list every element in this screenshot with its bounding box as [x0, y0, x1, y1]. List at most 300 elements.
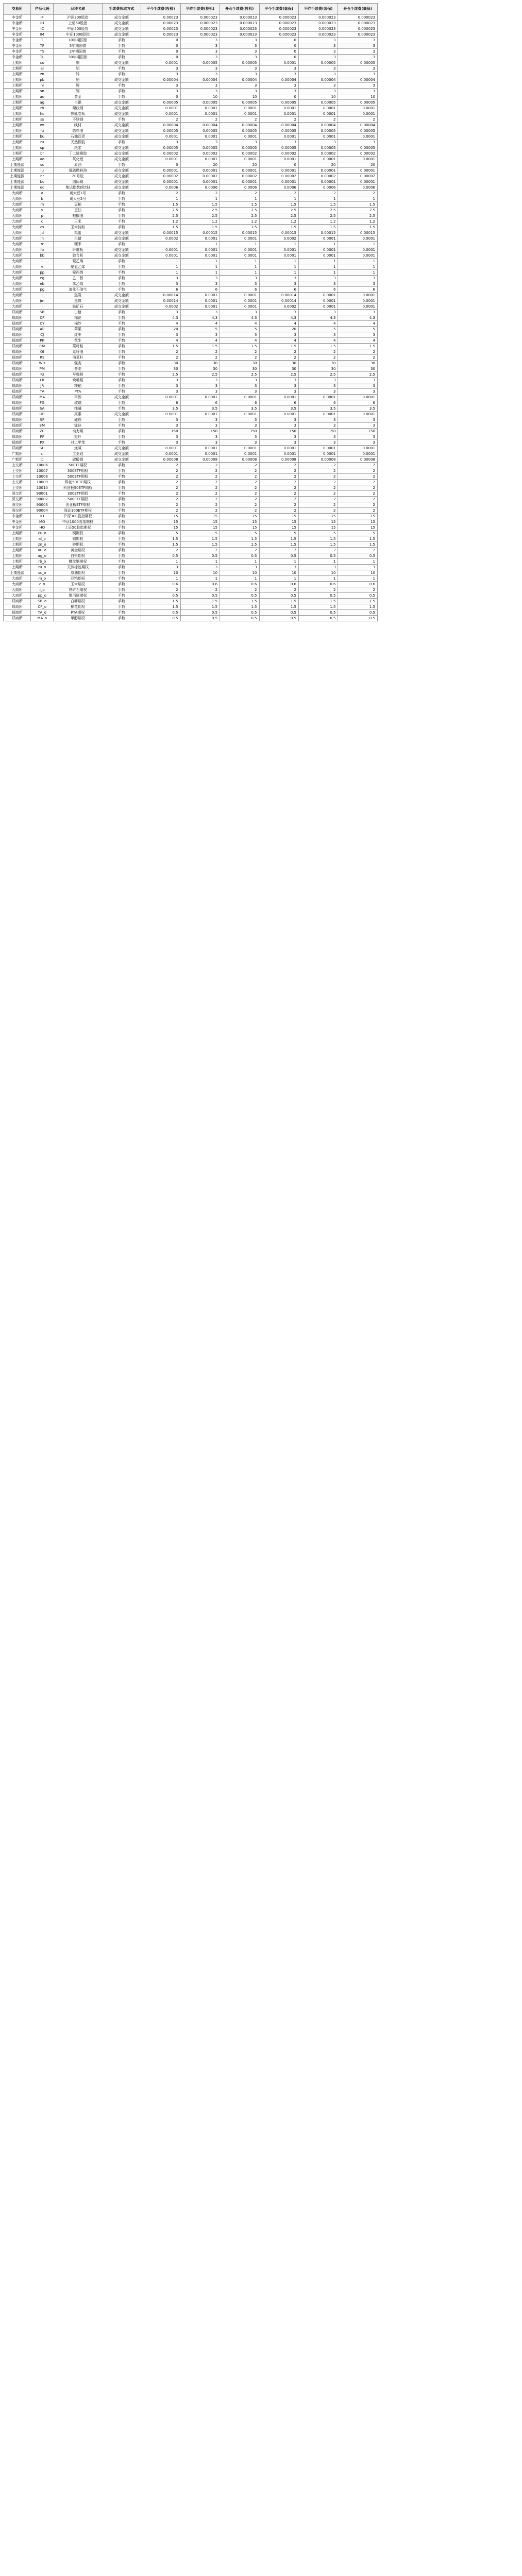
- open-hedge-cell: 0.000023: [338, 32, 378, 38]
- close-today-hedge-cell: 0.0001: [259, 253, 298, 259]
- close-yesterday-hedge-cell: 2: [299, 191, 338, 196]
- close-yesterday-hedge-cell: 3: [299, 389, 338, 395]
- close-yesterday-hedge-cell: 3: [299, 72, 338, 77]
- open-hedge-cell: 0.0006: [338, 185, 378, 191]
- fee-method-cell: 手数: [102, 463, 141, 468]
- fee-method-cell: 手数: [102, 72, 141, 77]
- close-today-spec-cell: 0.00001: [141, 168, 180, 174]
- close-yesterday-hedge-cell: 0.00004: [299, 123, 338, 128]
- product-code-cell: sc_o: [31, 570, 54, 576]
- open-hedge-cell: 0.0001: [338, 247, 378, 253]
- table-row: [4, 468, 378, 474]
- exchange-cell: 大商所: [4, 281, 31, 287]
- close-yesterday-spec-cell: 2: [180, 480, 220, 485]
- product-name-cell: 铁矿石: [54, 304, 103, 310]
- fee-method-cell: 手数: [102, 565, 141, 570]
- close-yesterday-spec-cell: 0.6: [180, 582, 220, 587]
- exchange-cell: 大商所: [4, 298, 31, 304]
- product-name-cell: 科创50ETF期权: [54, 480, 103, 485]
- close-today-spec-cell: 3: [141, 434, 180, 440]
- open-hedge-cell: 1.2: [338, 219, 378, 225]
- product-code-cell: IH: [31, 21, 54, 26]
- open-hedge-cell: 5: [338, 327, 378, 332]
- open-hedge-cell: 2: [338, 191, 378, 196]
- close-yesterday-spec-cell: 0.00005: [180, 145, 220, 151]
- product-code-cell: IO: [31, 514, 54, 519]
- product-name-cell: 黄金: [54, 94, 103, 100]
- product-code-cell: PF: [31, 434, 54, 440]
- product-name-cell: 纸浆: [54, 145, 103, 151]
- exchange-cell: 上期所: [4, 565, 31, 570]
- close-today-spec-cell: 0.5: [141, 616, 180, 621]
- close-yesterday-spec-cell: 2.5: [180, 372, 220, 378]
- open-spec-cell: 2: [220, 548, 259, 553]
- product-code-cell: hc: [31, 111, 54, 117]
- product-code-cell: pp: [31, 270, 54, 276]
- close-today-spec-cell: 0.5: [141, 593, 180, 599]
- fee-method-cell: 成交金额: [102, 457, 141, 463]
- open-hedge-cell: 6: [338, 400, 378, 406]
- exchange-cell: 中金所: [4, 525, 31, 531]
- product-code-cell: 10010: [31, 485, 54, 491]
- open-spec-cell: 0.000023: [220, 15, 259, 21]
- product-code-cell: br: [31, 151, 54, 157]
- table-row: [4, 179, 378, 185]
- open-hedge-cell: 2: [338, 502, 378, 508]
- open-spec-cell: 3: [220, 66, 259, 72]
- product-name-cell: 氧化铝: [54, 157, 103, 162]
- product-name-cell: 天然橡胶: [54, 140, 103, 145]
- fee-method-cell: 手数: [102, 315, 141, 321]
- open-spec-cell: 0.0006: [220, 185, 259, 191]
- table-row: [4, 100, 378, 106]
- product-code-cell: RS: [31, 355, 54, 361]
- close-yesterday-spec-cell: 0.5: [180, 593, 220, 599]
- close-yesterday-spec-cell: 1.2: [180, 219, 220, 225]
- close-today-hedge-cell: 0.6: [259, 582, 298, 587]
- fee-method-cell: 手数: [102, 349, 141, 355]
- product-name-cell: 鸡蛋: [54, 230, 103, 236]
- close-today-hedge-cell: 5: [259, 531, 298, 536]
- open-hedge-cell: 4: [338, 321, 378, 327]
- product-name-cell: 强麦: [54, 361, 103, 366]
- close-yesterday-hedge-cell: 1.5: [299, 344, 338, 349]
- product-code-cell: OI: [31, 349, 54, 355]
- close-yesterday-hedge-cell: 2: [299, 480, 338, 485]
- fee-method-cell: 手数: [102, 43, 141, 49]
- open-hedge-cell: 1.5: [338, 604, 378, 610]
- product-name-cell: 300ETF期权: [54, 468, 103, 474]
- fee-method-cell: 手数: [102, 49, 141, 55]
- close-yesterday-hedge-cell: 30: [299, 366, 338, 372]
- table-row: [4, 219, 378, 225]
- table-row: [4, 423, 378, 429]
- open-hedge-cell: 2: [338, 480, 378, 485]
- table-row: [4, 259, 378, 264]
- exchange-cell: 上交所: [4, 485, 31, 491]
- product-code-cell: FG: [31, 400, 54, 406]
- close-yesterday-spec-cell: 1: [180, 270, 220, 276]
- open-spec-cell: 0.0001: [220, 111, 259, 117]
- product-name-cell: 短纤: [54, 434, 103, 440]
- close-today-spec-cell: 1.5: [141, 542, 180, 548]
- product-code-cell: rb: [31, 106, 54, 111]
- product-name-cell: 不锈钢: [54, 117, 103, 123]
- table-row: [4, 287, 378, 293]
- close-today-hedge-cell: 0.0002: [259, 236, 298, 242]
- close-today-hedge-cell: 3: [259, 281, 298, 287]
- open-hedge-cell: 6: [338, 287, 378, 293]
- close-yesterday-hedge-cell: 3: [299, 49, 338, 55]
- fee-method-cell: 手数: [102, 219, 141, 225]
- close-today-hedge-cell: 2: [259, 355, 298, 361]
- fee-method-cell: 手数: [102, 508, 141, 514]
- close-today-spec-cell: 0.0001: [141, 111, 180, 117]
- close-today-spec-cell: 0.00014: [141, 293, 180, 298]
- close-today-hedge-cell: 0.00004: [259, 123, 298, 128]
- fee-method-cell: 成交金额: [102, 134, 141, 140]
- open-hedge-cell: 1: [338, 264, 378, 270]
- product-name-cell: 菜籽油: [54, 349, 103, 355]
- exchange-cell: 中金所: [4, 43, 31, 49]
- close-today-hedge-cell: 1: [259, 259, 298, 264]
- close-today-spec-cell: 3: [141, 66, 180, 72]
- close-today-hedge-cell: 0.00002: [259, 151, 298, 157]
- fee-method-cell: 成交金额: [102, 145, 141, 151]
- close-yesterday-hedge-cell: 1.5: [299, 225, 338, 230]
- close-today-hedge-cell: 2.5: [259, 213, 298, 219]
- table-row: [4, 111, 378, 117]
- open-hedge-cell: 0.0001: [338, 157, 378, 162]
- close-today-hedge-cell: 0.0001: [259, 157, 298, 162]
- open-spec-cell: 1.5: [220, 604, 259, 610]
- product-name-cell: 液化石油气: [54, 287, 103, 293]
- close-yesterday-spec-cell: 1.5: [180, 599, 220, 604]
- fee-method-cell: 手数: [102, 287, 141, 293]
- close-yesterday-spec-cell: 0.0001: [180, 451, 220, 457]
- product-name-cell: 丁二烯橡胶: [54, 151, 103, 157]
- open-hedge-cell: 0.6: [338, 582, 378, 587]
- product-name-cell: 对二甲苯: [54, 440, 103, 446]
- close-yesterday-spec-cell: 20: [180, 162, 220, 168]
- close-yesterday-hedge-cell: 10: [299, 570, 338, 576]
- close-yesterday-spec-cell: 5: [180, 327, 220, 332]
- product-name-cell: 锌期权: [54, 542, 103, 548]
- close-today-hedge-cell: 2: [259, 349, 298, 355]
- close-yesterday-hedge-cell: 3: [299, 55, 338, 60]
- close-today-hedge-cell: 0.0001: [259, 134, 298, 140]
- fee-method-cell: 手数: [102, 208, 141, 213]
- product-code-cell: TS: [31, 49, 54, 55]
- table-row: [4, 378, 378, 383]
- close-today-spec-cell: 0.00008: [141, 457, 180, 463]
- exchange-cell: 上期所: [4, 128, 31, 134]
- open-hedge-cell: 0.0001: [338, 236, 378, 242]
- fee-method-cell: 手数: [102, 519, 141, 525]
- close-yesterday-hedge-cell: 2: [299, 463, 338, 468]
- close-today-spec-cell: 0.0001: [141, 446, 180, 451]
- close-yesterday-spec-cell: 1: [180, 242, 220, 247]
- close-today-spec-cell: 0: [141, 49, 180, 55]
- fee-method-cell: 成交金额: [102, 451, 141, 457]
- fee-method-cell: 手数: [102, 491, 141, 497]
- close-yesterday-spec-cell: 1.5: [180, 542, 220, 548]
- open-spec-cell: 0.00008: [220, 457, 259, 463]
- close-yesterday-hedge-cell: 2: [299, 497, 338, 502]
- close-yesterday-spec-cell: 0.5: [180, 616, 220, 621]
- close-yesterday-hedge-cell: 3: [299, 83, 338, 89]
- close-yesterday-hedge-cell: 3: [299, 89, 338, 94]
- exchange-cell: 上期所: [4, 151, 31, 157]
- table-row: [4, 230, 378, 236]
- close-today-hedge-cell: 3: [259, 83, 298, 89]
- exchange-cell: 上期能源: [4, 168, 31, 174]
- close-yesterday-hedge-cell: 2: [299, 349, 338, 355]
- close-yesterday-spec-cell: 0.0001: [180, 106, 220, 111]
- fee-method-cell: 手数: [102, 162, 141, 168]
- close-yesterday-spec-cell: 0.000023: [180, 21, 220, 26]
- exchange-cell: 广期所: [4, 457, 31, 463]
- product-code-cell: IC: [31, 26, 54, 32]
- product-code-cell: PX: [31, 440, 54, 446]
- table-row: [4, 587, 378, 593]
- table-row: [4, 434, 378, 440]
- table-row: [4, 43, 378, 49]
- close-yesterday-spec-cell: 2: [180, 474, 220, 480]
- fee-method-cell: 手数: [102, 610, 141, 616]
- product-code-cell: MO: [31, 519, 54, 525]
- fee-method-cell: 成交金额: [102, 151, 141, 157]
- open-spec-cell: 2: [220, 480, 259, 485]
- exchange-cell: 中金所: [4, 38, 31, 43]
- open-hedge-cell: 0.0001: [338, 298, 378, 304]
- table-row: [4, 474, 378, 480]
- product-name-cell: 白银: [54, 100, 103, 106]
- fee-table-body: [4, 15, 378, 621]
- product-name-cell: 石油沥青: [54, 134, 103, 140]
- product-name-cell: 热轧卷板: [54, 111, 103, 117]
- product-name-cell: 焦炭: [54, 293, 103, 298]
- close-today-hedge-cell: 30: [259, 361, 298, 366]
- close-today-hedge-cell: 3: [259, 565, 298, 570]
- close-today-hedge-cell: 0.5: [259, 610, 298, 616]
- table-row: [4, 525, 378, 531]
- close-today-spec-cell: 0.00005: [141, 145, 180, 151]
- close-today-hedge-cell: 0: [259, 43, 298, 49]
- open-hedge-cell: 4: [338, 338, 378, 344]
- fee-method-cell: 手数: [102, 525, 141, 531]
- close-today-hedge-cell: 0.00014: [259, 298, 298, 304]
- product-name-cell: 线材: [54, 123, 103, 128]
- close-yesterday-spec-cell: 3: [180, 49, 220, 55]
- product-code-cell: cu: [31, 60, 54, 66]
- open-hedge-cell: 1.5: [338, 542, 378, 548]
- close-today-spec-cell: 15: [141, 525, 180, 531]
- close-today-hedge-cell: 0.00005: [259, 128, 298, 134]
- product-name-cell: 甲醇: [54, 395, 103, 400]
- table-row: [4, 117, 378, 123]
- exchange-cell: 大商所: [4, 587, 31, 593]
- open-hedge-cell: 2.5: [338, 213, 378, 219]
- table-row: [4, 321, 378, 327]
- close-yesterday-spec-cell: 1.5: [180, 536, 220, 542]
- exchange-cell: 上期所: [4, 106, 31, 111]
- open-spec-cell: 2.5: [220, 208, 259, 213]
- close-yesterday-spec-cell: 4: [180, 321, 220, 327]
- product-code-cell: lu: [31, 168, 54, 174]
- close-yesterday-spec-cell: 6: [180, 287, 220, 293]
- fee-method-cell: 成交金额: [102, 26, 141, 32]
- product-code-cell: cs: [31, 225, 54, 230]
- close-yesterday-hedge-cell: 3: [299, 417, 338, 423]
- close-yesterday-hedge-cell: 3: [299, 565, 338, 570]
- close-today-hedge-cell: 6: [259, 400, 298, 406]
- close-today-spec-cell: 2: [141, 497, 180, 502]
- product-code-cell: eb: [31, 281, 54, 287]
- close-today-spec-cell: 30: [141, 361, 180, 366]
- fee-method-cell: 成交金额: [102, 128, 141, 134]
- product-code-cell: CJ: [31, 332, 54, 338]
- close-today-spec-cell: 0.00005: [141, 128, 180, 134]
- open-spec-cell: 0.00004: [220, 77, 259, 83]
- exchange-cell: 大商所: [4, 259, 31, 264]
- product-code-cell: 10006: [31, 463, 54, 468]
- header-open-spec: 开仓手续费(投机): [220, 4, 259, 15]
- close-yesterday-hedge-cell: 1.5: [299, 604, 338, 610]
- fee-method-cell: 手数: [102, 582, 141, 587]
- exchange-cell: 上交所: [4, 474, 31, 480]
- close-yesterday-spec-cell: 0.00005: [180, 100, 220, 106]
- open-spec-cell: 3: [220, 89, 259, 94]
- fee-method-cell: 手数: [102, 366, 141, 372]
- close-yesterday-spec-cell: 2: [180, 587, 220, 593]
- table-row: [4, 157, 378, 162]
- close-yesterday-spec-cell: 30: [180, 366, 220, 372]
- fee-method-cell: 手数: [102, 196, 141, 202]
- product-name-cell: 黄金期权: [54, 548, 103, 553]
- close-yesterday-spec-cell: 3: [180, 43, 220, 49]
- table-row: [4, 502, 378, 508]
- fee-method-cell: 成交金额: [102, 32, 141, 38]
- product-name-cell: 原油: [54, 162, 103, 168]
- product-name-cell: 玻璃: [54, 400, 103, 406]
- product-name-cell: 创业板ETF期权: [54, 502, 103, 508]
- product-name-cell: 纤维板: [54, 247, 103, 253]
- open-spec-cell: 0.0001: [220, 106, 259, 111]
- exchange-cell: 上交所: [4, 463, 31, 468]
- close-today-spec-cell: 0: [141, 162, 180, 168]
- exchange-cell: 郑商所: [4, 616, 31, 621]
- table-row: [4, 344, 378, 349]
- product-name-cell: 中证1000股指: [54, 32, 103, 38]
- exchange-cell: 郑商所: [4, 429, 31, 434]
- close-today-hedge-cell: 4: [259, 338, 298, 344]
- close-today-spec-cell: 0.0001: [141, 451, 180, 457]
- open-spec-cell: 15: [220, 519, 259, 525]
- table-row: [4, 616, 378, 621]
- close-yesterday-spec-cell: 5: [180, 531, 220, 536]
- close-today-hedge-cell: 3: [259, 72, 298, 77]
- close-yesterday-hedge-cell: 0.0006: [299, 185, 338, 191]
- close-yesterday-spec-cell: 0.0006: [180, 185, 220, 191]
- table-row: [4, 174, 378, 179]
- close-today-spec-cell: 150: [141, 429, 180, 434]
- fee-method-cell: 手数: [102, 531, 141, 536]
- close-yesterday-hedge-cell: 0.0001: [299, 247, 338, 253]
- close-today-hedge-cell: 2: [259, 587, 298, 593]
- close-today-hedge-cell: 0: [259, 55, 298, 60]
- close-today-spec-cell: 0.00002: [141, 151, 180, 157]
- fee-method-cell: 成交金额: [102, 111, 141, 117]
- close-today-hedge-cell: 30: [259, 366, 298, 372]
- close-today-spec-cell: 3: [141, 332, 180, 338]
- close-yesterday-hedge-cell: 5: [299, 531, 338, 536]
- open-hedge-cell: 0.00001: [338, 179, 378, 185]
- fee-method-cell: 手数: [102, 559, 141, 565]
- close-yesterday-hedge-cell: 0.0001: [299, 106, 338, 111]
- product-code-cell: RM: [31, 344, 54, 349]
- exchange-cell: 中金所: [4, 32, 31, 38]
- product-name-cell: 粳米: [54, 242, 103, 247]
- close-today-hedge-cell: 10: [259, 570, 298, 576]
- product-name-cell: 中证500股指: [54, 26, 103, 32]
- close-today-hedge-cell: 0.00001: [259, 168, 298, 174]
- close-yesterday-spec-cell: 2: [180, 485, 220, 491]
- close-today-hedge-cell: 1: [259, 196, 298, 202]
- close-yesterday-spec-cell: 0.00005: [180, 128, 220, 134]
- open-spec-cell: 3: [220, 43, 259, 49]
- open-spec-cell: 6: [220, 400, 259, 406]
- close-yesterday-spec-cell: 3.5: [180, 406, 220, 412]
- fee-method-cell: 成交金额: [102, 412, 141, 417]
- open-hedge-cell: 0.5: [338, 593, 378, 599]
- product-name-cell: 普麦: [54, 366, 103, 372]
- product-name-cell: 螺纹钢期权: [54, 559, 103, 565]
- close-today-spec-cell: 0.00014: [141, 298, 180, 304]
- open-hedge-cell: 0.0001: [338, 134, 378, 140]
- close-yesterday-spec-cell: 2: [180, 117, 220, 123]
- product-name-cell: 生猪: [54, 236, 103, 242]
- close-today-spec-cell: 1: [141, 242, 180, 247]
- product-code-cell: TA: [31, 389, 54, 395]
- close-yesterday-hedge-cell: 15: [299, 514, 338, 519]
- product-name-cell: 铅: [54, 77, 103, 83]
- fee-method-cell: 成交金额: [102, 179, 141, 185]
- product-code-cell: MA_o: [31, 616, 54, 621]
- product-name-cell: 5年期国债: [54, 43, 103, 49]
- close-today-spec-cell: 3: [141, 140, 180, 145]
- exchange-cell: 中金所: [4, 519, 31, 525]
- close-yesterday-spec-cell: 2: [180, 191, 220, 196]
- close-today-spec-cell: 0.00005: [141, 100, 180, 106]
- open-spec-cell: 15: [220, 525, 259, 531]
- close-yesterday-hedge-cell: 3: [299, 281, 338, 287]
- open-spec-cell: 4: [220, 338, 259, 344]
- close-today-spec-cell: 0: [141, 55, 180, 60]
- open-hedge-cell: 3: [338, 378, 378, 383]
- close-yesterday-spec-cell: 1.5: [180, 202, 220, 208]
- open-spec-cell: 0.00001: [220, 179, 259, 185]
- close-today-hedge-cell: 2: [259, 468, 298, 474]
- close-today-hedge-cell: 0.000023: [259, 26, 298, 32]
- product-code-cell: si: [31, 451, 54, 457]
- close-today-spec-cell: 3: [141, 383, 180, 389]
- close-today-spec-cell: 2: [141, 480, 180, 485]
- product-name-cell: 300ETF期权: [54, 491, 103, 497]
- exchange-cell: 上期所: [4, 553, 31, 559]
- close-yesterday-hedge-cell: 2: [299, 485, 338, 491]
- close-yesterday-spec-cell: 0.0001: [180, 412, 220, 417]
